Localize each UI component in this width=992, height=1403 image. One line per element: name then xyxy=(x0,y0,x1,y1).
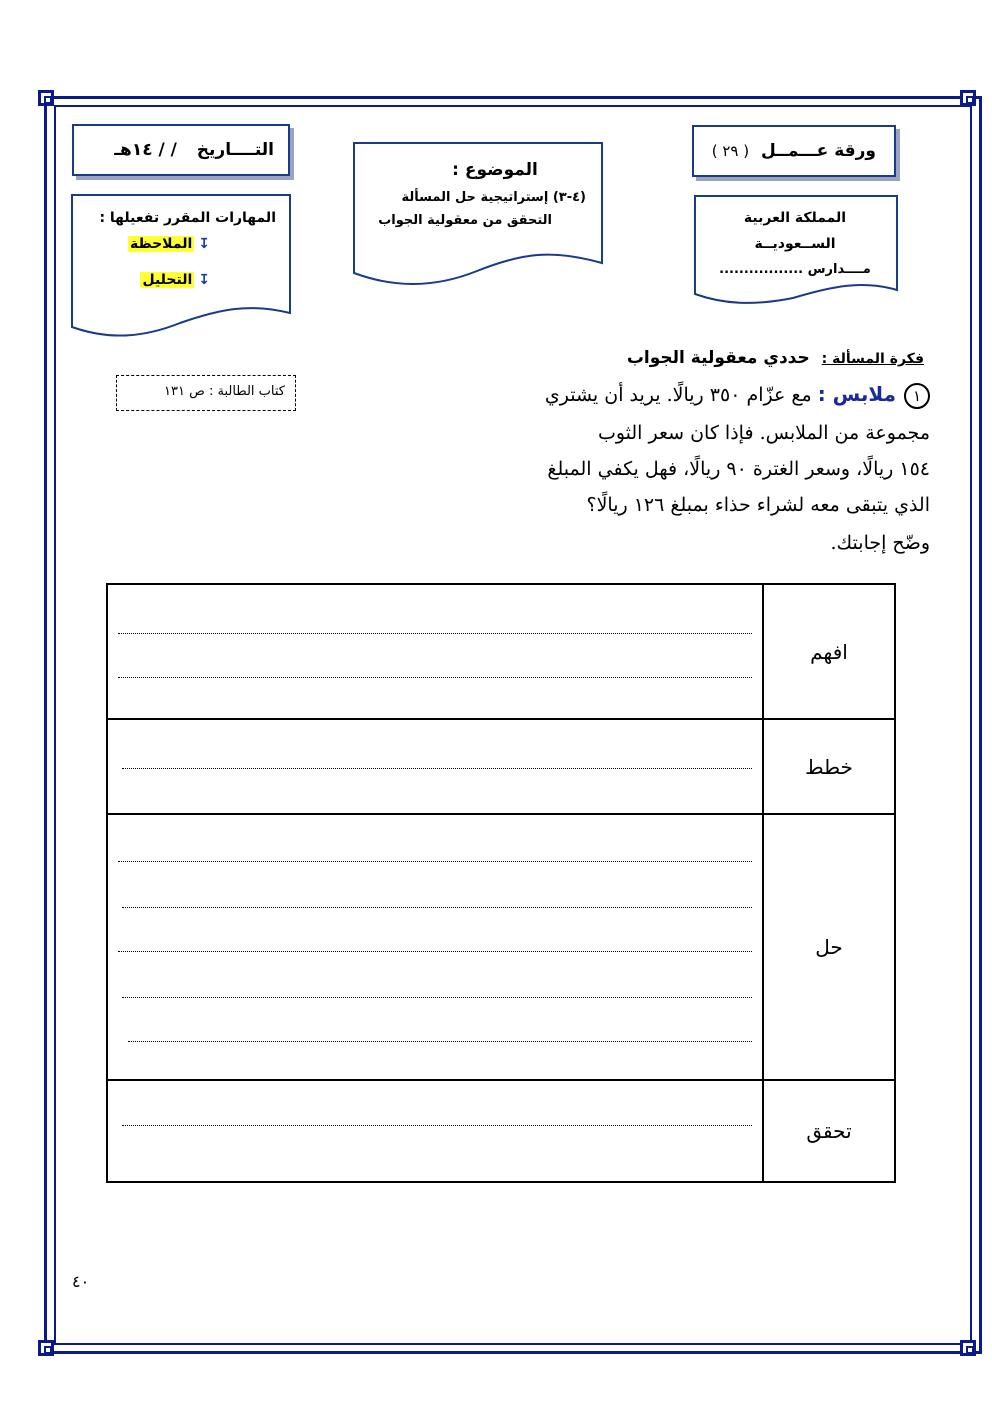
book-reference-box xyxy=(116,375,296,411)
frame-corner-top-right xyxy=(960,90,976,106)
date-value: / / ١٤هـ xyxy=(114,140,177,160)
date-label: التــــاريخ xyxy=(196,140,274,160)
worksheet-number: ( ٢٩ ) xyxy=(711,142,750,160)
school-line-2: الســعوديــة xyxy=(754,236,836,252)
problem-keyword: ملابس : xyxy=(817,382,896,406)
school-line-3: مــــدارس ................. xyxy=(719,262,871,277)
book-reference: كتاب الطالبة : ص ١٣١ xyxy=(164,384,285,399)
step-label-understand: افهم xyxy=(763,584,895,719)
problem-number: ١ xyxy=(904,383,930,409)
page-number: ٤٠ xyxy=(72,1272,90,1291)
topic-line-2: التحقق من معقولية الجواب xyxy=(378,213,552,228)
table-row xyxy=(107,1080,895,1182)
arrow-down-icon: ↧ xyxy=(198,272,210,288)
worksheet-title xyxy=(712,141,876,161)
step-label-solve: حل xyxy=(763,814,895,1080)
skills-box xyxy=(80,210,276,288)
answer-cell-understand[interactable] xyxy=(107,584,763,719)
problem-idea xyxy=(627,348,924,368)
problem-statement xyxy=(410,380,930,557)
problem-idea-value: حددي معقولية الجواب xyxy=(626,348,810,368)
skill-label-analysis: التحليل xyxy=(142,272,193,288)
school-line-1: المملكة العربية xyxy=(743,210,847,226)
problem-idea-label: فكرة المسألة : xyxy=(821,351,924,367)
problem-text-5: وضّح إجابتك. xyxy=(830,532,930,554)
problem-text-4: الذي يتبقى معه لشراء حذاء بمبلغ ١٢٦ ريالًا؟ xyxy=(586,494,930,516)
skill-item-observation xyxy=(80,236,210,252)
topic-box xyxy=(360,160,596,228)
date-line xyxy=(114,140,274,160)
worksheet-title-box xyxy=(692,125,896,177)
problem-text-2: مجموعة من الملابس. فإذا كان سعر الثوب xyxy=(597,422,930,444)
skill-item-analysis xyxy=(80,272,210,288)
problem-text-1: مع عزّام ٣٥٠ ريالًا. يريد أن يشتري xyxy=(544,384,812,406)
table-row xyxy=(107,719,895,814)
frame-corner-top-left xyxy=(38,90,54,106)
school-box xyxy=(700,210,890,277)
skill-label-observation: الملاحظة xyxy=(129,236,193,252)
table-row xyxy=(107,584,895,719)
answer-cell-plan[interactable] xyxy=(107,719,763,814)
date-box xyxy=(72,124,290,176)
answer-cell-verify[interactable] xyxy=(107,1080,763,1182)
topic-line-1: (٤-٣) إستراتيجية حل المسألة xyxy=(401,190,586,205)
answer-cell-solve[interactable] xyxy=(107,814,763,1080)
worksheet-title-text: ورقة عـــمــل xyxy=(761,141,876,161)
frame-corner-bottom-left xyxy=(38,1340,54,1356)
step-label-verify: تحقق xyxy=(763,1080,895,1182)
problem-line-1 xyxy=(410,380,930,409)
step-label-plan: خطط xyxy=(763,719,895,814)
skills-heading: المهارات المقرر تفعيلها : xyxy=(99,210,276,226)
problem-text-3: ١٥٤ ريالًا، وسعر الغترة ٩٠ ريالًا، فهل يكفي المبلغ xyxy=(547,458,930,480)
frame-corner-bottom-right xyxy=(960,1340,976,1356)
answer-table xyxy=(106,583,896,1183)
table-row xyxy=(107,814,895,1080)
arrow-down-icon: ↧ xyxy=(198,236,210,252)
topic-heading: الموضوع : xyxy=(452,160,538,180)
